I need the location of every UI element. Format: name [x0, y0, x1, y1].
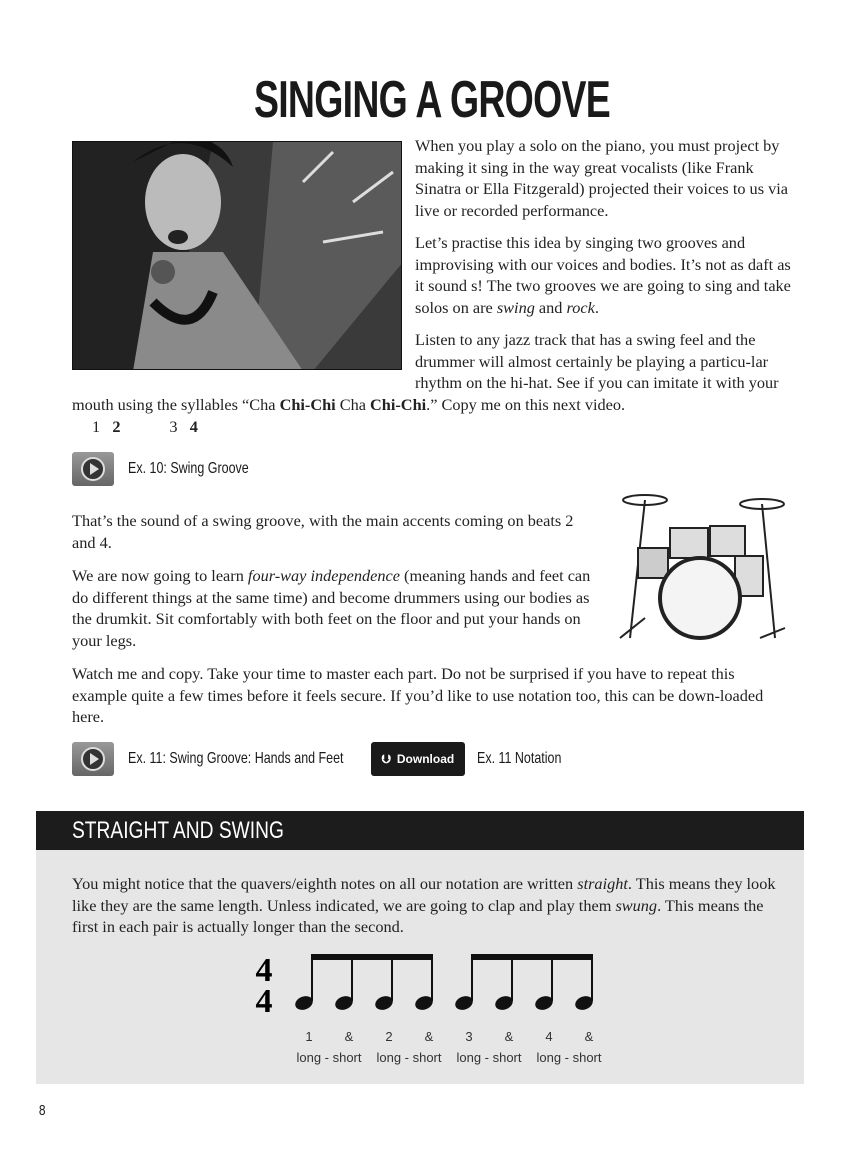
paragraph-3: Listen to any jazz track that has a swing feel and the drummer will almost certainly be playing a particu-lar rhythm on the hi-hat. See if you can imitate it with your mouth using the syllables “Cha Chi-Chi Cha Chi-Chi.” Copy me on this next video.: [72, 330, 779, 414]
paragraph-2: Let’s practise this idea by singing two grooves and improvising with our voices and bodies. It’s not as daft as it sound s! The two grooves we are going to sing and take solos on are swing and rock.: [415, 233, 791, 317]
time-signature-top: 4: [255, 952, 273, 989]
download-label[interactable]: Ex. 11 Notation: [477, 750, 562, 767]
paragraph-1: When you play a solo on the piano, you must project by making it sing in the way great vocalists (like Frank Sinatra or Ella Fitzgerald) projected their voices to us via live or recorded performance.: [415, 136, 788, 220]
beat-count: 4: [545, 1029, 553, 1044]
video-label[interactable]: Ex. 11: Swing Groove: Hands and Feet: [128, 750, 344, 767]
beat-count: &: [504, 1029, 514, 1044]
beat-count: 2: [385, 1029, 393, 1044]
drum-kit-illustration: [600, 488, 800, 648]
beat-count: 3: [465, 1029, 473, 1044]
beat-count: &: [344, 1029, 354, 1044]
beat-count: &: [424, 1029, 434, 1044]
singer-illustration: [72, 141, 402, 370]
syllable-counts: 1 2 3 4: [92, 417, 198, 436]
beat-count: 1: [305, 1029, 313, 1044]
paragraph-5: We are now going to learn four-way independence (meaning hands and feet can do different things at the same time) and become drummers using our bodies as the drumkit. Sit comfortably with both feet on the floor and put your hands on your legs.: [72, 566, 591, 650]
feel-label: long - short: [376, 1050, 442, 1065]
play-icon[interactable]: [72, 742, 114, 776]
download-ex11[interactable]: [371, 742, 585, 776]
straight-and-swing-box: [36, 811, 804, 1084]
intro-column: [72, 135, 792, 438]
download-icon: ⮋: [381, 751, 391, 766]
feel-label: long - short: [536, 1050, 602, 1065]
video-label[interactable]: Ex. 10: Swing Groove: [128, 460, 249, 477]
page-title: SINGING A GROOVE: [254, 71, 610, 129]
box-text: You might notice that the quavers/eighth notes on all our notation are written straight. This means they look like they are the same length. Unless indicated, we are going to clap and play them swung. This means the first in each pair is actually longer than the second.: [72, 874, 776, 936]
beat-count: &: [584, 1029, 594, 1044]
feel-label: long - short: [296, 1050, 362, 1065]
play-icon[interactable]: [72, 452, 114, 486]
beam: [311, 954, 433, 960]
page-number: 8: [38, 1102, 46, 1119]
video-ex11[interactable]: [72, 742, 404, 776]
paragraph-6: Watch me and copy. Take your time to master each part. Do not be surprised if you have to repeat this example quite a few times before it feels secure. If you’d like to use notation too, this can be down-loaded here.: [72, 664, 764, 726]
time-signature-bottom: 4: [255, 983, 273, 1020]
drum-section: [72, 510, 592, 663]
feel-label: long - short: [456, 1050, 522, 1065]
beam: [471, 954, 593, 960]
paragraph-4: That’s the sound of a swing groove, with the main accents coming on beats 2 and 4.: [72, 511, 574, 552]
rhythm-notation: [236, 946, 636, 1076]
video-ex10[interactable]: [72, 452, 283, 486]
download-button[interactable]: ⮋ Download: [371, 742, 465, 776]
box-heading: STRAIGHT AND SWING: [36, 811, 804, 850]
